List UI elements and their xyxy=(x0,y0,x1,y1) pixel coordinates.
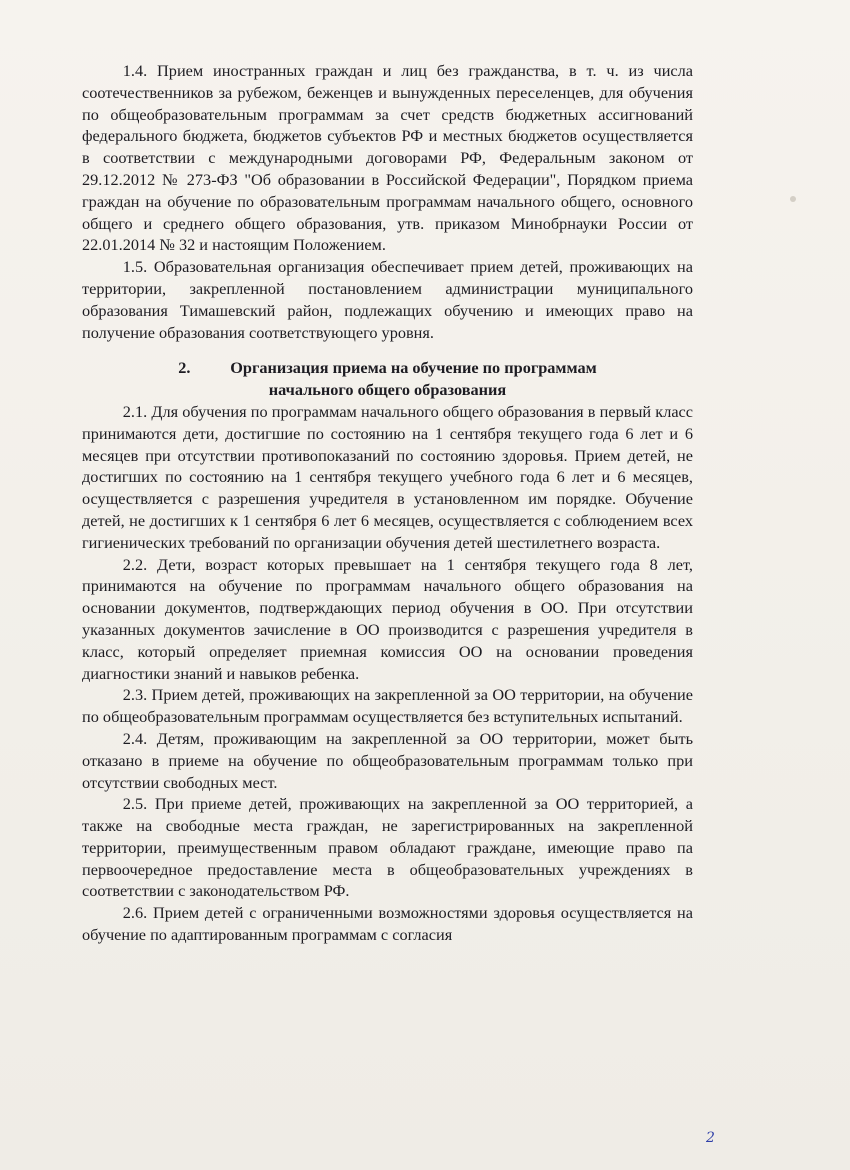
paragraph-2-4: 2.4. Детям, проживающим на закрепленной за ОО территории, может быть отказано в приеме на обучение по общеобразовательным программам только при отсутствии свободных мест. xyxy=(82,728,693,792)
page-number: 2 xyxy=(706,1130,715,1146)
paragraph-1-4: 1.4. Прием иностранных граждан и лиц без гражданства, в т. ч. из числа соотечественников за рубежом, беженцев и вынужденных переселенцев, для обучения по общеобразовательным программам за счет средств бюджетных ассигнований федерального бюджета, бюджетов субъектов РФ и местных бюджетов осуществляется в соответствии с международными договорами РФ, Федеральным законом от 29.12.2012 № 273-ФЗ "Об образовании в Российской Федерации", Порядком приема граждан на обучение по образовательным программам начального общего, основного общего и среднего общего образования, утв. приказом Минобрнауки России от 22.01.2014 № 32 и настоящим Положением. xyxy=(82,61,693,255)
paragraph-2-3: 2.3. Прием детей, проживающих на закрепленной за ОО территории, на обучение по общеобразовательным программам осуществляется без вступительных испытаний. xyxy=(82,685,693,727)
paragraph-2-1: 2.1. Для обучения по программам начального общего образования в первый класс принимаются дети, достигшие по состоянию на 1 сентября текущего года 6 лет и 6 месяцев при отсутствии противопоказаний по состоянию здоровья. Прием детей, не достигших по состоянию на 1 сентября текущего учебного года 6 лет и 6 месяцев, осуществляется с разрешения учредителя в установленном им порядке. Обучение детей, не достигших к 1 сентября 6 лет 6 месяцев, осуществляется с соблюдением всех гигиенических требований по организации обучения детей шестилетнего возраста. xyxy=(82,401,693,552)
section-heading xyxy=(82,357,693,401)
paragraph-2-5: 2.5. При приеме детей, проживающих на закрепленной за ОО территорией, а также на свободные места граждан, не зарегистрированных на закрепленной территории, преимущественным правом обладают граждане, имеющие право па первоочередное предоставление места в общеобразовательных учреждениях в соответствии с законодательством РФ. xyxy=(82,794,693,901)
section-number: 2. xyxy=(178,358,191,378)
paragraph-1-5: 1.5. Образовательная организация обеспечивает прием детей, проживающих на территории, закрепленной постановлением администрации муниципального образования Тимашевский район, подлежащих обучению и имеющих право на получение образования соответствующего уровня. xyxy=(82,257,693,342)
paper-stain xyxy=(790,196,796,202)
document-body xyxy=(82,60,693,946)
section-title-line1: Организация приема на обучение по программам xyxy=(230,358,597,378)
paragraph-2-6: 2.6. Прием детей с ограниченными возможностями здоровья осуществляется на обучение по адаптированным программам с согласия xyxy=(82,903,693,945)
section-title-line2: начального общего образования xyxy=(268,380,507,400)
paragraph-2-2: 2.2. Дети, возраст которых превышает на 1 сентября текущего года 8 лет, принимаются на обучение по программам начального общего образования на основании документов, подтверждающих период обучения в ОО. При отсутствии указанных документов зачисление в ОО производится с разрешения учредителя в класс, который определяет приемная комиссия ОО на основании проведения диагностики знаний и навыков ребенка. xyxy=(82,554,693,683)
